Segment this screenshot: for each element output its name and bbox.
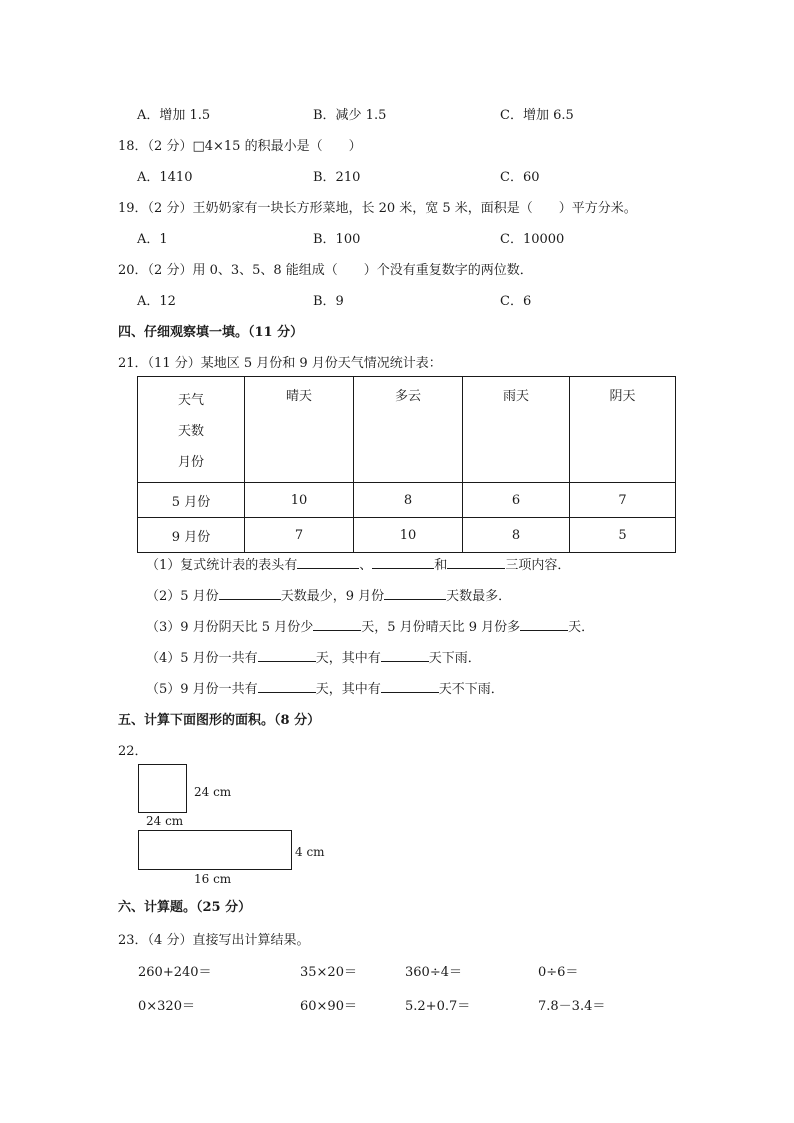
answer-blank[interactable] [219, 586, 281, 600]
q21-stem: 21．（11 分）某地区 5 月份和 9 月份天气情况统计表： [118, 356, 442, 371]
answer-blank[interactable] [384, 586, 446, 600]
q20-option-b: B．9 [313, 294, 344, 309]
table-cell: 5 [570, 518, 676, 553]
table-header-row [138, 377, 676, 483]
answer-blank[interactable] [372, 555, 434, 569]
corner-label-month: 月份 [177, 455, 204, 470]
answer-blank[interactable] [297, 555, 359, 569]
sub-text: 天，5 月份晴天比 9 月份多 [361, 620, 521, 635]
sub-text: 天不下雨． [438, 682, 504, 697]
table-cell: 6 [463, 483, 570, 518]
table-cell: 8 [463, 518, 570, 553]
sub-text: （2）5 月份 [146, 589, 219, 604]
q23-stem: 23．（4 分）直接写出计算结果。 [118, 933, 310, 948]
answer-blank[interactable] [447, 555, 505, 569]
q21-sub-4 [146, 647, 481, 666]
table-corner-cell [138, 377, 245, 483]
q21-sub-5 [146, 678, 504, 697]
q21-sub-2 [146, 585, 511, 604]
rectangle-side-label: 4 cm [295, 845, 325, 859]
square-figure [138, 764, 187, 813]
q20-stem: 20．（2 分）用 0、3、5、8 能组成（ ）个没有重复数字的两位数． [118, 263, 533, 278]
sub-text: （5）9 月份一共有 [146, 682, 258, 697]
q18-option-b: B．210 [313, 170, 361, 185]
sub-text: （1）复式统计表的表头有 [146, 558, 298, 573]
calc-expression: 260+240＝ [138, 965, 212, 980]
calc-expression: 0×320＝ [138, 999, 195, 1014]
square-side-label: 24 cm [194, 785, 232, 799]
q19-option-a: A．1 [137, 232, 168, 247]
q20-option-a: A．12 [137, 294, 176, 309]
sub-text: 天，其中有 [315, 651, 381, 666]
rectangle-figure [138, 830, 292, 870]
q17-option-b: B．减少 1.5 [313, 108, 387, 123]
q19-stem: 19．（2 分）王奶奶家有一块长方形菜地，长 20 米，宽 5 米，面积是（ ）平方分米。 [118, 201, 637, 216]
rectangle-bottom-label: 16 cm [194, 872, 232, 886]
calc-expression: 0÷6＝ [538, 965, 579, 980]
answer-blank[interactable] [258, 679, 316, 693]
q22-number: 22． [118, 744, 148, 759]
q19-option-c: C．10000 [500, 232, 565, 247]
sub-text: 天数最多． [446, 589, 512, 604]
q19-option-b: B．100 [313, 232, 361, 247]
sub-text: 天，其中有 [315, 682, 381, 697]
weather-stats-table [137, 376, 676, 553]
square-bottom-label: 24 cm [146, 814, 184, 828]
q21-sub-1 [146, 554, 570, 573]
sub-text: 天下雨． [428, 651, 481, 666]
section-5-title: 五、计算下面图形的面积。（8 分） [118, 713, 321, 728]
calc-expression: 5.2+0.7＝ [405, 999, 471, 1014]
answer-blank[interactable] [313, 617, 361, 631]
sub-text: （4）5 月份一共有 [146, 651, 258, 666]
answer-blank[interactable] [520, 617, 568, 631]
section-4-title: 四、仔细观察填一填。（11 分） [118, 325, 304, 340]
sub-text: 天． [568, 620, 595, 635]
q18-option-a: A．1410 [137, 170, 193, 185]
calc-expression: 360÷4＝ [405, 965, 462, 980]
table-row [138, 483, 676, 518]
q17-option-a: A．增加 1.5 [137, 108, 211, 123]
calc-expression: 35×20＝ [300, 965, 357, 980]
sub-text: 、 [359, 558, 373, 573]
table-cell: 7 [570, 483, 676, 518]
q20-option-c: C．6 [500, 294, 532, 309]
calc-expression: 60×90＝ [300, 999, 357, 1014]
corner-label-days: 天数 [177, 424, 204, 439]
sub-text: 和 [434, 558, 448, 573]
answer-blank[interactable] [381, 648, 429, 662]
table-cell: 8 [354, 483, 463, 518]
table-cell: 10 [245, 483, 354, 518]
q18-stem: 18．（2 分）□4×15 的积最小是（ ） [118, 139, 362, 154]
q21-sub-3 [146, 616, 594, 635]
column-header-cloudy: 多云 [354, 377, 463, 483]
answer-blank[interactable] [258, 648, 316, 662]
sub-text: 天数最少，9 月份 [280, 589, 385, 604]
table-cell: 10 [354, 518, 463, 553]
sub-text: 三项内容． [505, 558, 571, 573]
row-label-may: 5 月份 [138, 483, 245, 518]
table-cell: 7 [245, 518, 354, 553]
column-header-rainy: 雨天 [463, 377, 570, 483]
answer-blank[interactable] [381, 679, 439, 693]
calc-expression: 7.8－3.4＝ [538, 999, 606, 1014]
table-row [138, 518, 676, 553]
column-header-overcast: 阴天 [570, 377, 676, 483]
section-6-title: 六、计算题。（25 分） [118, 900, 252, 915]
column-header-sunny: 晴天 [245, 377, 354, 483]
row-label-september: 9 月份 [138, 518, 245, 553]
q18-option-c: C．60 [500, 170, 540, 185]
q17-option-c: C．增加 6.5 [500, 108, 574, 123]
corner-label-weather: 天气 [177, 393, 204, 408]
sub-text: （3）9 月份阴天比 5 月份少 [146, 620, 314, 635]
